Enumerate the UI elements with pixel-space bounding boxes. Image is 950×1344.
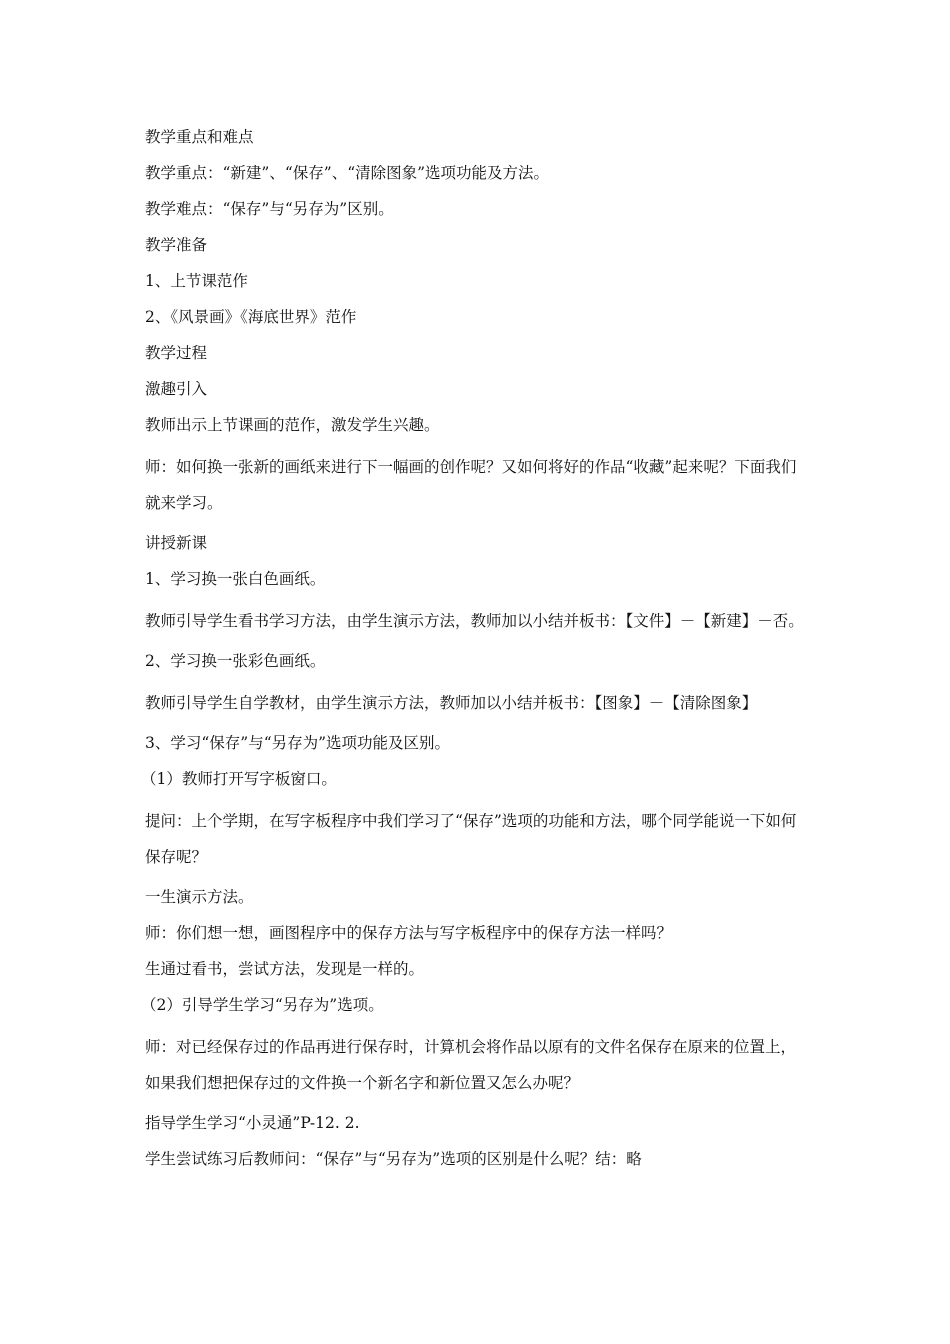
key-point: 教学重点：“新建”、“保存”、“清除图象”选项功能及方法。: [145, 164, 550, 182]
step-2: 2、学习换一张彩色画纸。: [145, 652, 326, 670]
teacher-explanation: 师：对已经保存过的作品再进行保存时，计算机会将作品以原有的文件名保存在原来的位置上，如果我们想把保存过的文件换一个新名字和新位置又怎么办呢？: [145, 1038, 797, 1092]
guide-text: 指导学生学习“小灵通”P-12. 2.: [145, 1114, 360, 1132]
step-2-text: 教师引导学生自学教材，由学生演示方法，教师加以小结并板书：【图象】－【清除图象】: [145, 694, 758, 712]
heading-preparation: 教学准备: [145, 236, 208, 254]
difficult-point: 教学难点：“保存”与“另存为”区别。: [145, 200, 394, 218]
step-3: 3、学习“保存”与“另存为”选项功能及区别。: [145, 734, 451, 752]
heading-new-lesson: 讲授新课: [145, 534, 208, 552]
student-demo: 一生演示方法。: [145, 888, 254, 906]
step-1: 1、学习换一张白色画纸。: [145, 570, 326, 588]
heading-key-points: 教学重点和难点: [145, 128, 254, 146]
prep-item-1: 1、上节课范作: [145, 272, 248, 290]
document-body: [141, 125, 810, 1183]
intro-text: 教师出示上节课画的范作，激发学生兴趣。: [145, 416, 440, 434]
summary-text: 学生尝试练习后教师问：“保存”与“另存为”选项的区别是什么呢？结：略: [145, 1150, 642, 1168]
heading-process: 教学过程: [145, 344, 208, 362]
heading-intro: 激趣引入: [145, 380, 208, 398]
teacher-question-1: 师：如何换一张新的画纸来进行下一幅画的创作呢？又如何将好的作品“收藏”起来呢？下面我们就来学习。: [145, 458, 797, 512]
question-text: 提问：上个学期，在写字板程序中我们学习了“保存”选项的功能和方法，哪个同学能说一下如何保存呢？: [145, 812, 797, 866]
prep-item-2: 2、《风景画》《海底世界》范作: [145, 308, 357, 326]
teacher-question-2: 师：你们想一想，画图程序中的保存方法与写字板程序中的保存方法一样吗？: [145, 924, 673, 942]
student-answer: 生通过看书，尝试方法，发现是一样的。: [145, 960, 425, 978]
step-1-text: 教师引导学生看书学习方法，由学生演示方法，教师加以小结并板书：【文件】－【新建】－否。: [145, 612, 804, 630]
step-3-sub-1: （1）教师打开写字板窗口。: [141, 770, 337, 788]
step-3-sub-2: （2）引导学生学习“另存为”选项。: [141, 996, 384, 1014]
